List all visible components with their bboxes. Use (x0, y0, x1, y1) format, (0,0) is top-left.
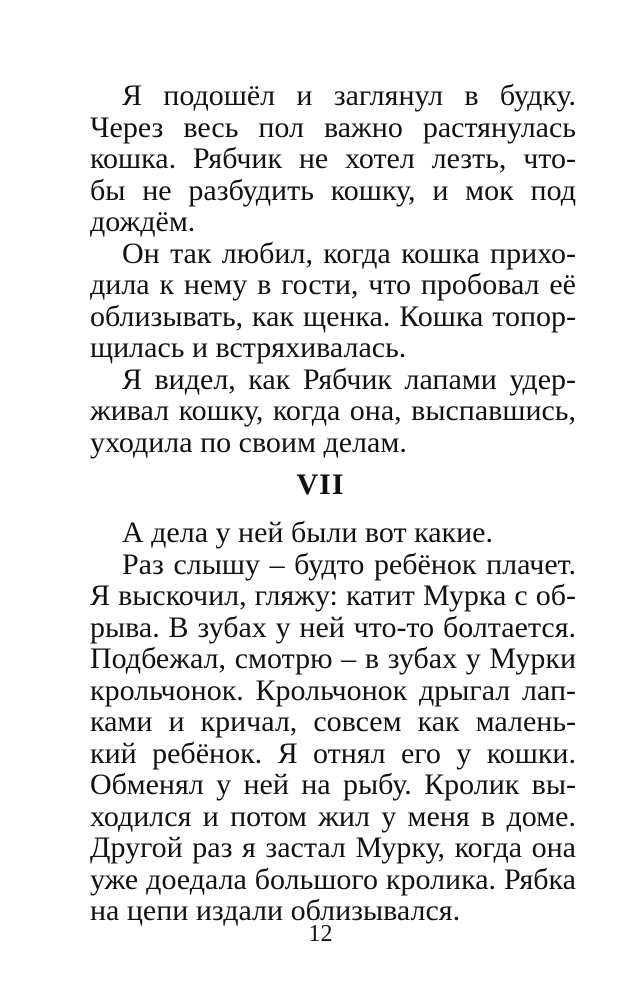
text-block-top (90, 80, 576, 458)
text-line: Я выскочил, гляжу: катит Мурка с об- (90, 579, 576, 612)
text-line: дождём. (90, 205, 196, 238)
text-line: уже доедала большого кролика. Рябка (90, 862, 576, 896)
text-line: дила к нему в гости, что пробовал её (90, 268, 576, 301)
text-line: Через весь пол важно растянулась (90, 110, 576, 144)
text-line: кошка. Рябчик не хотел лезть, что- (90, 142, 576, 175)
text-line: Я подошёл и заглянул в будку. (122, 79, 576, 112)
chapter-heading: VII (296, 468, 345, 501)
text-line: Раз слышу – будто ребёнок плачет. (122, 547, 576, 581)
text-block-bottom (90, 517, 576, 927)
text-line: ками и кричал, совсем как малень- (90, 705, 576, 738)
text-line: щилась и встряхивалась. (90, 331, 407, 364)
text-line: Он так любил, когда кошка прихо- (122, 236, 576, 270)
text-line: крольчонок. Крольчонок дрыгал лап- (90, 673, 576, 707)
text-line: Подбежал, смотрю – в зубах у Мурки (90, 642, 576, 675)
text-line: рыва. В зубах у ней что-то болтается. (90, 610, 576, 644)
text-line: облизывать, как щенка. Кошка топор- (90, 299, 576, 333)
page-number: 12 (308, 921, 333, 947)
text-line: бы не разбудить кошку, и мок под (90, 173, 576, 207)
text-line: Обменял у ней на рыбу. Кролик вы- (90, 768, 576, 801)
text-line: уходила по своим делам. (90, 425, 407, 459)
text-line: Я видел, как Рябчик лапами удер- (122, 362, 576, 396)
text-line: живал кошку, когда она, выспавшись, (90, 394, 576, 427)
text-line: ходился и потом жил у меня в доме. (90, 799, 576, 833)
text-line: на цепи издали облизывался. (90, 894, 461, 927)
text-line: кий ребёнок. Я отнял его у кошки. (90, 736, 576, 770)
text-line: А дела у ней были вот какие. (122, 516, 493, 549)
text-line: Другой раз я застал Мурку, когда она (90, 831, 576, 864)
